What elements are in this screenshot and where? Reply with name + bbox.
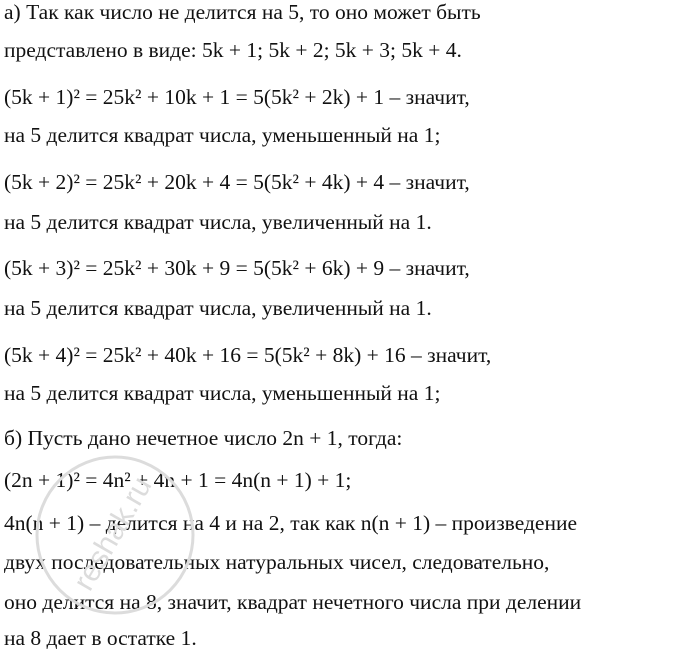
text-line-10: на 5 делится квадрат числа, уменьшенный на 1; xyxy=(4,381,441,405)
text-line-15: оно делится на 8, значит, квадрат нечетного числа при делении xyxy=(4,590,582,614)
text-line-4: на 5 делится квадрат числа, уменьшенный на 1; xyxy=(4,123,441,147)
text-line-9: (5k + 4)² = 25k² + 40k + 16 = 5(5k² + 8k) + 16 – значит, xyxy=(4,343,492,367)
text-line-1: а) Так как число не делится на 5, то оно может быть xyxy=(4,0,481,24)
svg-text:reshak.ru: reshak.ru xyxy=(67,471,159,597)
text-line-13: 4n(n + 1) – делится на 4 и на 2, так как n(n + 1) – произведение xyxy=(4,511,578,535)
text-line-12: (2n + 1)² = 4n² + 4n + 1 = 4n(n + 1) + 1; xyxy=(4,468,352,492)
text-line-11: б) Пусть дано нечетное число 2n + 1, тогда: xyxy=(4,426,403,450)
text-line-6: на 5 делится квадрат числа, увеличенный на 1. xyxy=(4,210,432,234)
text-line-2: представлено в виде: 5k + 1; 5k + 2; 5k + 3; 5k + 4. xyxy=(4,38,462,62)
text-line-14: двух последовательных натуральных чисел, следовательно, xyxy=(4,550,550,574)
text-line-7: (5k + 3)² = 25k² + 30k + 9 = 5(5k² + 6k) + 9 – значит, xyxy=(4,256,470,280)
text-line-8: на 5 делится квадрат числа, увеличенный на 1. xyxy=(4,296,432,320)
text-line-3: (5k + 1)² = 25k² + 10k + 1 = 5(5k² + 2k) + 1 – значит, xyxy=(4,85,470,109)
text-line-16: на 8 дает в остатке 1. xyxy=(4,626,197,650)
text-line-5: (5k + 2)² = 25k² + 20k + 4 = 5(5k² + 4k) + 4 – значит, xyxy=(4,170,470,194)
